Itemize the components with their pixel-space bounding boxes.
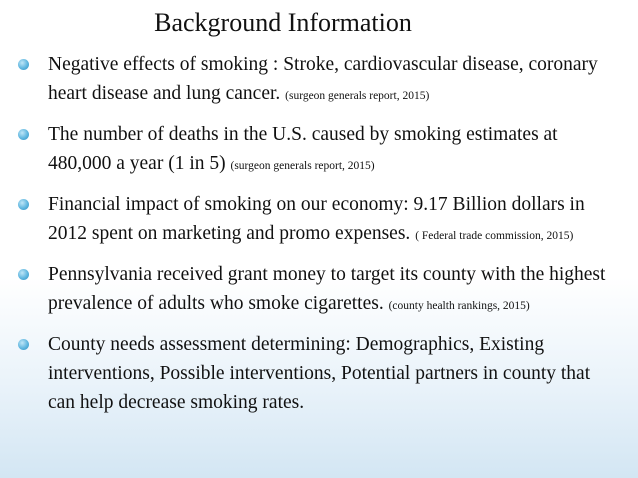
bullet-citation: (surgeon generals report, 2015) <box>230 160 375 172</box>
bullet-dot-icon <box>18 199 29 210</box>
bullet-text: Financial impact of smoking on our economy: 9.17 Billion dollars in 2012 spent on marketing and promo expenses. <box>48 194 585 244</box>
bullet-citation: (surgeon generals report, 2015) <box>285 90 430 102</box>
bullet-item <box>0 50 638 108</box>
bullet-text: The number of deaths in the U.S. caused by smoking estimates at 480,000 a year (1 in 5) <box>48 124 558 174</box>
bullet-text: Negative effects of smoking : Stroke, cardiovascular disease, coronary heart disease and lung cancer. <box>48 54 598 104</box>
bullet-list <box>0 50 638 417</box>
bullet-dot-icon <box>18 269 29 280</box>
bullet-item <box>0 190 638 248</box>
bullet-dot-icon <box>18 59 29 70</box>
bullet-dot-icon <box>18 339 29 350</box>
bullet-text: County needs assessment determining: Demographics, Existing interventions, Possible interventions, Potential partners in county that can help decrease smoking rates. <box>48 334 591 413</box>
bullet-item <box>0 260 638 318</box>
slide-title: Background Information <box>154 8 412 37</box>
bullet-dot-icon <box>18 129 29 140</box>
bullet-item <box>0 120 638 178</box>
bullet-item <box>0 330 638 417</box>
bullet-citation: (county health rankings, 2015) <box>388 300 530 312</box>
bullet-citation: ( Federal trade commission, 2015) <box>415 230 574 242</box>
bullet-text: Pennsylvania received grant money to target its county with the highest prevalence of adults who smoke cigarettes. <box>48 264 606 314</box>
